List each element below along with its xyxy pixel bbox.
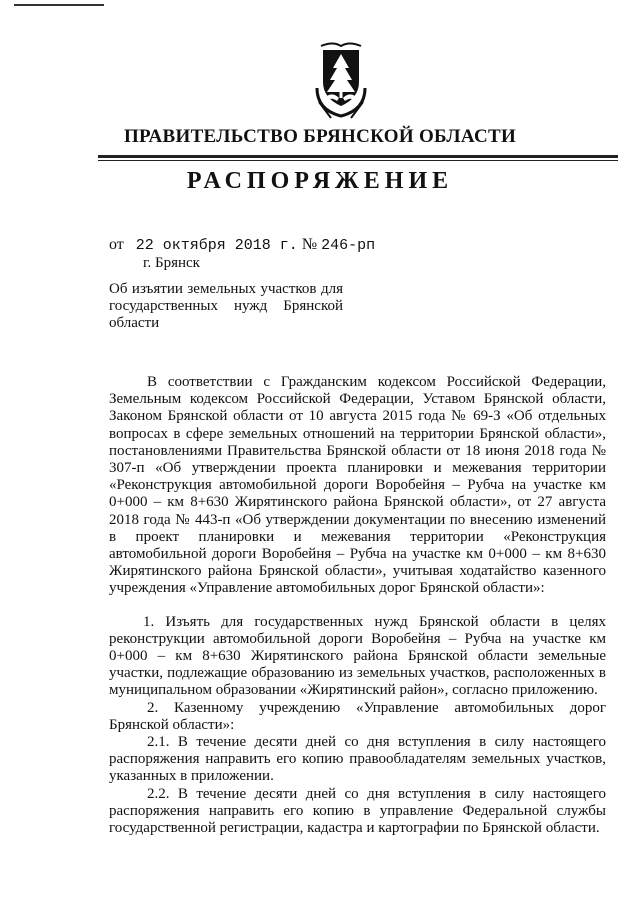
date-value: 22 октября 2018 г.: [135, 237, 298, 254]
city: г. Брянск: [143, 255, 200, 271]
document-subject: Об изъятии земельных участков для государственных нужд Брянской области: [109, 281, 343, 331]
item-2-paragraph: 2. Казенному учреждению «Управление автомобильных дорог Брянской области»:: [109, 699, 606, 733]
preamble-paragraph: В соответствии с Гражданским кодексом Российской Федерации, Земельным кодексом Российской Федерации, Уставом Брянской области, Законом Брянской области от 10 августа 2015 года № 69-З «Об отдельных вопросах в сфере земельных отношений на территории Брянской области», постановлениями Правительства Брянской области от 18 июня 2018 года № 307-п «Об утверждении проекта планировки и межевания территории «Реконструкция автомобильной дороги Воробейня – Рубча на участке км 0+000 – км 8+630 Жирятинского района Брянской области», от 27 августа 2018 года № 443-п «Об утверждении документации по внесению изменений в проект планировки и межевания территории «Реконструкция автомобильной дороги Воробейня – Рубча на участке км 0+000 – км 8+630 Жирятинского района Брянской области», учитывая ходатайство казенного учреждения «Управление автомобильных дорог Брянской области»:: [109, 374, 606, 597]
organization-title: ПРАВИТЕЛЬСТВО БРЯНСКОЙ ОБЛАСТИ: [123, 126, 517, 147]
number-value: 246-рп: [321, 237, 376, 254]
document-body: [109, 374, 606, 837]
date-prefix: от: [109, 236, 124, 253]
bryansk-coat-of-arms-icon: [313, 40, 369, 120]
top-edge-line: [14, 4, 104, 6]
header-divider-thin: [98, 160, 618, 161]
item-1-paragraph: 1. Изъять для государственных нужд Брянской области в целях реконструкции автомобильной дороги Воробейня – Рубча на участке км 0+000 – км 8+630 Жирятинского района Брянской области земельные участки, подлежащие образованию из земельных участков, расположенных в муниципальном образовании «Жирятинский район», согласно приложению.: [109, 613, 606, 699]
item-2-2-paragraph: 2.2. В течение десяти дней со дня вступления в силу настоящего распоряжения направить его копию в управление Федеральной службы государственной регистрации, кадастра и картографии по Брянской области.: [109, 785, 606, 837]
number-prefix: №: [301, 236, 318, 253]
document-type: РАСПОРЯЖЕНИЕ: [186, 168, 454, 194]
date-number-line: [109, 236, 375, 254]
header-divider-thick: [98, 155, 618, 158]
item-2-1-paragraph: 2.1. В течение десяти дней со дня вступления в силу настоящего распоряжения направить его копию правообладателям земельных участков, указанных в приложении.: [109, 734, 606, 785]
